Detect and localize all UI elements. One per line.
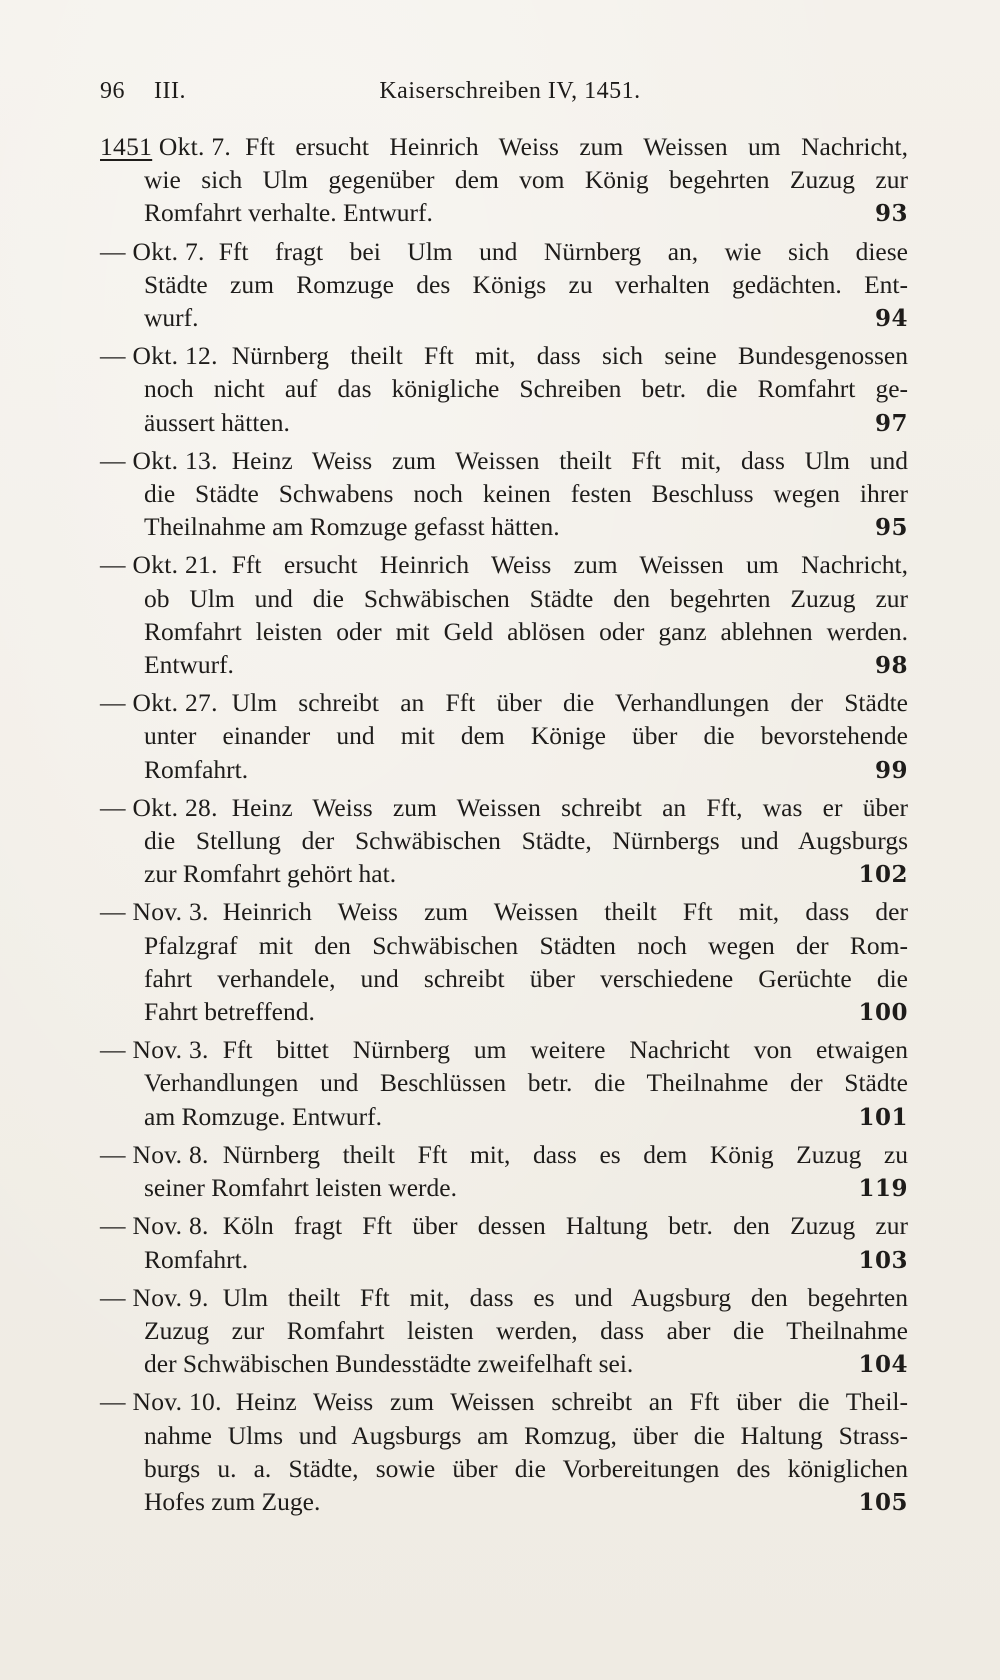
entry-text-line: Ulm theilt Fft mit, dass es und Augsburg den begehrten	[222, 1282, 908, 1312]
regest-entry	[100, 686, 908, 787]
entry-text-line: Nürnberg theilt Fft mit, dass es dem König Zuzug zu	[222, 1139, 908, 1169]
entry-date: — Okt. 27.	[100, 688, 218, 718]
entry-text-line: Fahrt betreffend.	[144, 997, 315, 1027]
entry-last-line	[100, 301, 908, 335]
entry-text-line: Nürnberg theilt Fft mit, dass sich seine Bundesgenossen	[231, 341, 908, 371]
entry-continuation	[100, 962, 908, 995]
entry-continuation	[100, 163, 908, 196]
entry-continuation	[100, 268, 908, 301]
entry-text-line: seiner Romfahrt leisten werde.	[144, 1173, 457, 1203]
regest-entry	[100, 1138, 908, 1205]
entry-text-line: noch nicht auf das königliche Schreiben betr. die Romfahrt ge-	[144, 374, 908, 404]
entry-text-line: wie sich Ulm gegenüber dem vom König begehrten Zuzug zur	[144, 165, 908, 195]
entry-text-line: Romfahrt verhalte. Entwurf.	[144, 198, 433, 228]
entry-document-number: 94	[874, 305, 908, 333]
entry-continuation	[100, 1419, 908, 1452]
entry-first-line	[100, 548, 908, 581]
entry-text-line: Romfahrt leisten oder mit Geld ablösen oder ganz ablehnen werden.	[144, 616, 908, 646]
entry-text-line: ob Ulm und die Schwäbischen Städte den begehrten Zuzug zur	[144, 583, 908, 613]
entry-date: — Okt. 12.	[100, 341, 218, 371]
regest-entry	[100, 339, 908, 440]
entry-text-line: Heinz Weiss zum Weissen theilt Fft mit, dass Ulm und	[231, 445, 908, 475]
entry-last-line	[100, 995, 908, 1029]
entry-text-line: burgs u. a. Städte, sowie über die Vorbereitungen des königlichen	[144, 1453, 908, 1483]
entry-text-line: Heinrich Weiss zum Weissen theilt Fft mit, dass der	[222, 897, 908, 927]
entry-last-line	[100, 1171, 908, 1205]
entry-text-line: Romfahrt.	[144, 754, 249, 784]
entry-document-number: 105	[858, 1488, 908, 1516]
entry-first-line	[100, 686, 908, 719]
entry-document-number: 98	[874, 652, 908, 680]
entry-text-line: Ulm schreibt an Fft über die Verhandlungen der Städte	[231, 688, 908, 718]
entry-date: — Okt. 7.	[100, 236, 205, 266]
regest-entry	[100, 130, 908, 231]
regest-entry	[100, 791, 908, 892]
page-header	[100, 78, 900, 118]
regest-entry	[100, 444, 908, 545]
entry-date: — Okt. 13.	[100, 445, 218, 475]
entry-text-line: Heinz Weiss zum Weissen schreibt an Fft über die Theil-	[235, 1387, 908, 1417]
page-number: 96	[100, 78, 125, 104]
entry-continuation	[100, 929, 908, 962]
entry-text-line: die Städte Schwabens noch keinen festen Beschluss wegen ihrer	[144, 479, 908, 509]
entry-date: — Nov. 3.	[100, 1035, 209, 1065]
entry-continuation	[100, 1066, 908, 1099]
entry-date: — Okt. 21.	[100, 550, 218, 580]
entry-text-line: die Stellung der Schwäbischen Städte, Nürnbergs und Augsburgs	[144, 826, 908, 856]
entry-first-line	[100, 339, 908, 372]
entry-continuation	[100, 615, 908, 648]
regest-entry	[100, 548, 908, 682]
entry-last-line	[100, 1243, 908, 1277]
entry-first-line	[100, 791, 908, 824]
entry-text-line: Theilnahme am Romzuge gefasst hätten.	[144, 512, 560, 542]
entry-last-line	[100, 510, 908, 544]
entry-text-line: Romfahrt.	[144, 1244, 249, 1274]
entry-document-number: 99	[874, 756, 908, 784]
entry-date	[100, 130, 231, 163]
entry-text-line: der Schwäbischen Bundesstädte zweifelhaft sei.	[144, 1349, 634, 1379]
entry-continuation	[100, 582, 908, 615]
regest-entry	[100, 235, 908, 336]
entry-last-line	[100, 857, 908, 891]
entry-continuation	[100, 719, 908, 752]
regest-entry	[100, 1281, 908, 1382]
entry-date: — Okt. 28.	[100, 792, 218, 822]
entry-text-line: Heinz Weiss zum Weissen schreibt an Fft, was er über	[231, 792, 908, 822]
entry-date-rest: Okt. 7.	[152, 132, 232, 161]
entry-document-number: 93	[874, 200, 908, 228]
entry-text-line: Verhandlungen und Beschlüssen betr. die Theilnahme der Städte	[144, 1068, 908, 1098]
running-title: Kaiserschreiben IV, 1451.	[379, 78, 641, 104]
entry-date: — Nov. 9.	[100, 1282, 209, 1312]
entry-document-number: 101	[858, 1103, 908, 1131]
entry-text-line: nahme Ulms und Augsburgs am Romzug, über die Haltung Strass-	[144, 1420, 908, 1450]
entry-continuation	[100, 372, 908, 405]
entry-text-line: fahrt verhandele, und schreibt über verschiedene Gerüchte die	[144, 963, 908, 993]
regest-entry	[100, 1033, 908, 1134]
entry-first-line	[100, 235, 908, 268]
entry-last-line	[100, 196, 908, 230]
entry-last-line	[100, 1347, 908, 1381]
entry-document-number: 102	[858, 861, 908, 889]
entry-first-line	[100, 130, 908, 163]
entry-continuation	[100, 1314, 908, 1347]
entry-date: — Nov. 3.	[100, 897, 209, 927]
entry-first-line	[100, 895, 908, 928]
entry-first-line	[100, 1385, 908, 1418]
entry-text-line: Fft fragt bei Ulm und Nürnberg an, wie sich diese	[218, 236, 908, 266]
entry-first-line	[100, 444, 908, 477]
entry-text-line: Fft bittet Nürnberg um weitere Nachricht von etwaigen	[222, 1035, 908, 1065]
entry-year: 1451	[100, 132, 153, 161]
entry-continuation	[100, 477, 908, 510]
entry-first-line	[100, 1209, 908, 1242]
entry-text-line: wurf.	[144, 303, 199, 333]
entry-document-number: 95	[874, 514, 908, 542]
entry-text-line: Fft ersucht Heinrich Weiss zum Weissen um Nachricht,	[231, 550, 908, 580]
entry-last-line	[100, 1100, 908, 1134]
entry-text-line: unter einander und mit dem Könige über die bevorstehende	[144, 721, 908, 751]
entry-document-number: 97	[874, 409, 908, 437]
entry-text-line: äussert hätten.	[144, 407, 290, 437]
entry-document-number: 119	[858, 1175, 908, 1203]
entry-date: — Nov. 10.	[100, 1387, 222, 1417]
entry-text-line: Zuzug zur Romfahrt leisten werden, dass aber die Theilnahme	[144, 1315, 908, 1345]
entry-text-line: Köln fragt Fft über dessen Haltung betr. den Zuzug zur	[222, 1211, 908, 1241]
regest-entry	[100, 895, 908, 1029]
entry-text-line: Fft ersucht Heinrich Weiss zum Weissen um Nachricht,	[245, 132, 908, 161]
entry-document-number: 100	[858, 999, 908, 1027]
entry-first-line	[100, 1281, 908, 1314]
entry-continuation	[100, 824, 908, 857]
entry-date: — Nov. 8.	[100, 1139, 209, 1169]
entry-last-line	[100, 406, 908, 440]
section-number: III.	[154, 78, 186, 104]
regest-entry	[100, 1209, 908, 1276]
entry-continuation	[100, 1452, 908, 1485]
entry-last-line	[100, 1485, 908, 1519]
entry-last-line	[100, 753, 908, 787]
entry-text-line: Städte zum Romzuge des Königs zu verhalten gedächten. Ent-	[144, 269, 908, 299]
entry-first-line	[100, 1033, 908, 1066]
entry-document-number: 103	[858, 1246, 908, 1274]
regest-entry	[100, 1385, 908, 1519]
entry-first-line	[100, 1138, 908, 1171]
entry-text-line: zur Romfahrt gehört hat.	[144, 859, 397, 889]
entry-document-number: 104	[858, 1351, 908, 1379]
entry-date: — Nov. 8.	[100, 1211, 209, 1241]
entry-text-line: am Romzuge. Entwurf.	[144, 1101, 382, 1131]
regest-list	[100, 130, 908, 1523]
entry-text-line: Hofes zum Zuge.	[144, 1486, 321, 1516]
entry-text-line: Pfalzgraf mit den Schwäbischen Städten noch wegen der Rom-	[144, 930, 908, 960]
entry-text-line: Entwurf.	[144, 650, 234, 680]
entry-last-line	[100, 648, 908, 682]
